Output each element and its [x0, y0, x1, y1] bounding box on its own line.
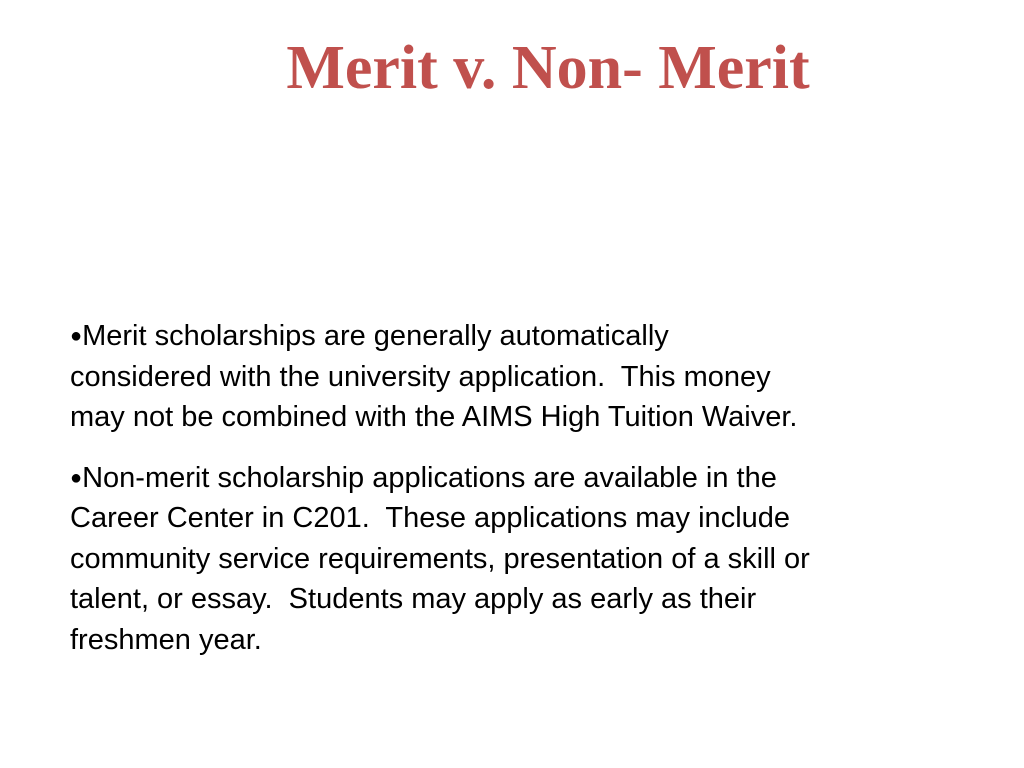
bullet-paragraph-merit	[70, 316, 960, 438]
bullet-text-non-merit: Non-merit scholarship applications are available in the Career Center in C201. These applications may include community service requirements, presentation of a skill or talent, or essay. Students may apply as early as their freshmen year.	[70, 461, 810, 656]
slide-title: Merit v. Non- Merit	[286, 34, 810, 102]
slide-body	[70, 316, 960, 680]
bullet-paragraph-non-merit	[70, 458, 960, 661]
bullet-icon: ●	[70, 466, 83, 489]
bullet-icon: ●	[70, 325, 83, 347]
bullet-text-merit: Merit scholarships are generally automatically considered with the university application. This money may not be combined with the AIMS High Tuition Waiver.	[70, 320, 798, 433]
